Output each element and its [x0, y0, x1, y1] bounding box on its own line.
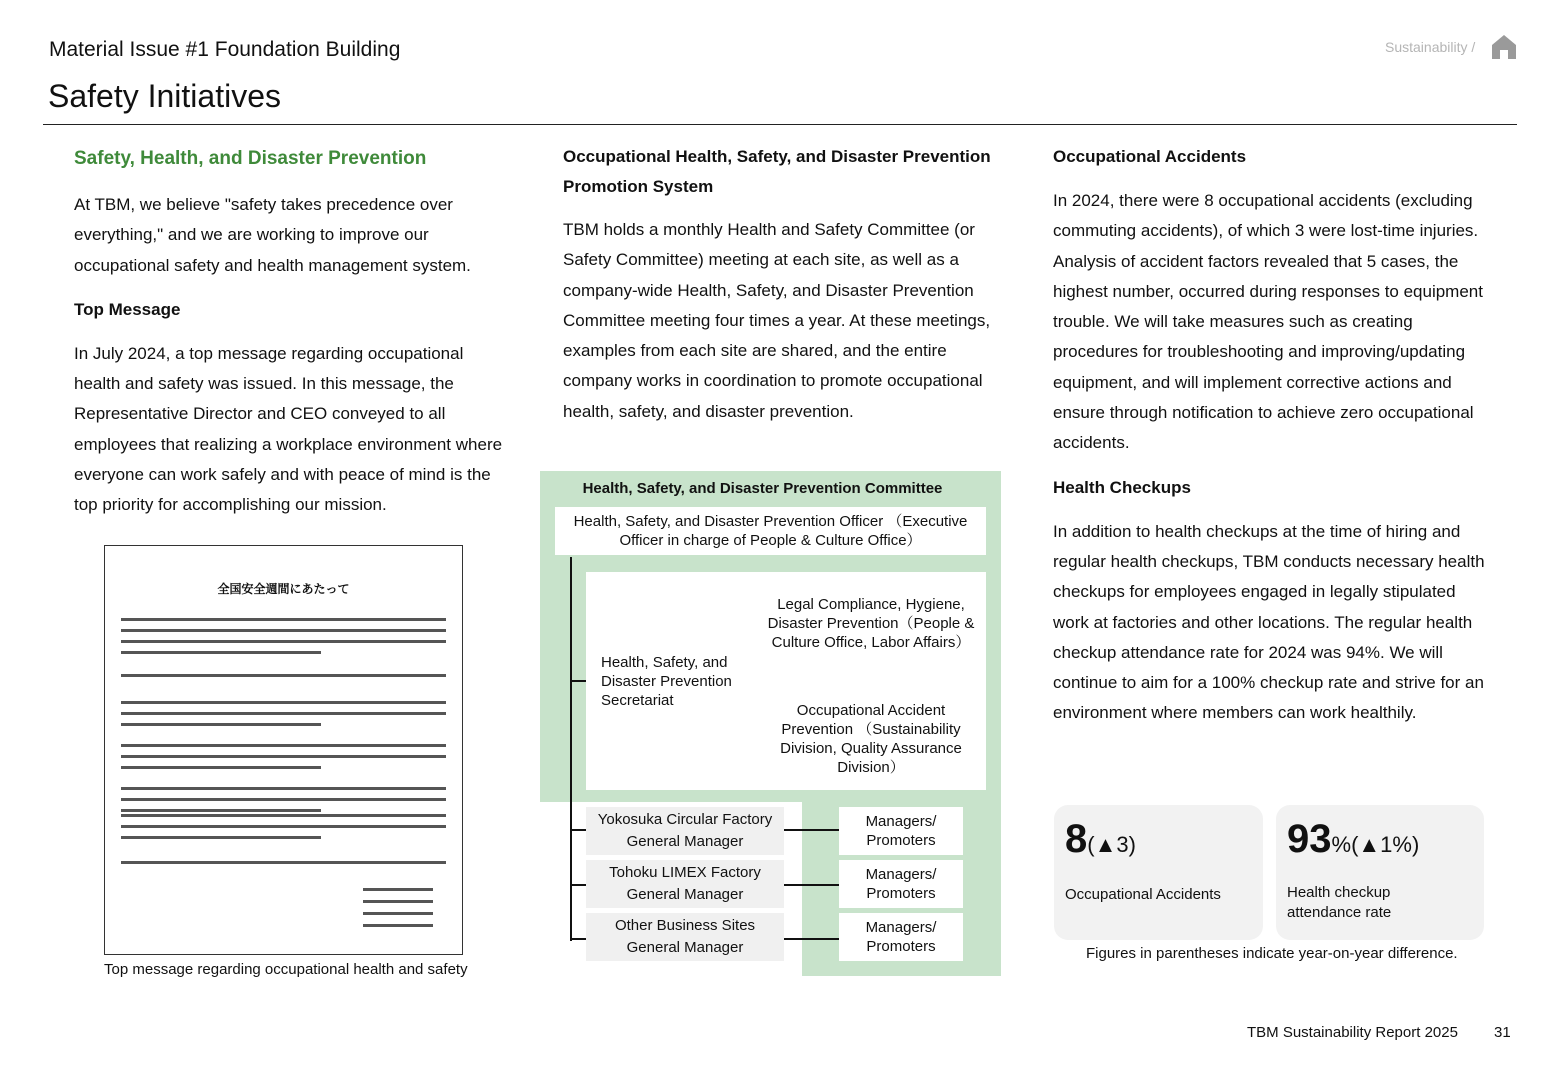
site-name: Yokosuka Circular Factory: [597, 811, 773, 828]
page-number: 31: [1494, 1024, 1511, 1041]
letter-title: 全国安全週間にあたって: [217, 582, 350, 596]
connector-promoter-3: [784, 938, 839, 940]
subheading-occupational-accidents: Occupational Accidents: [1053, 147, 1247, 166]
connector-secretariat: [570, 680, 586, 682]
site-role: General Manager: [626, 939, 744, 956]
top-message-letter-image: [104, 545, 463, 955]
site-role: General Manager: [626, 886, 744, 903]
promoter-box-tohoku: Managers/ Promoters: [839, 860, 963, 908]
letter-text-line: [121, 629, 446, 632]
subheading-health-checkups: Health Checkups: [1053, 477, 1191, 497]
top-message-paragraph: In July 2024, a top message regarding occupational health and safety was issued. In this message, the Representative Director and CEO conveyed to all employees that realizing a workplace environment where everyone can work safely and with peace of mind is the top priority for accomplishing our mission.: [74, 343, 503, 515]
stat-label: Health checkup attendance rate: [1287, 884, 1392, 921]
letter-text-line: [121, 651, 321, 654]
officer-box: Health, Safety, and Disaster Prevention Officer （Executive Officer in charge of People & Culture Office）: [555, 507, 986, 555]
site-name: Other Business Sites: [614, 917, 756, 934]
report-title: TBM Sustainability Report 2025: [1247, 1024, 1458, 1041]
breadcrumb[interactable]: Sustainability /: [1385, 39, 1476, 55]
letter-text-line: [121, 861, 446, 864]
accident-prevention-box: Occupational Accident Prevention （Sustainability Division, Quality Assurance Division）: [766, 699, 976, 779]
section-heading: Occupational Health, Safety, and Disaster Prevention Promotion System: [563, 147, 991, 196]
stat-card-accidents: [1054, 805, 1263, 940]
letter-text-line: [121, 618, 446, 621]
letter-signature-line: [363, 912, 433, 915]
left-column: [74, 144, 504, 521]
letter-text-line: [121, 787, 446, 790]
promotion-system-paragraph: TBM holds a monthly Health and Safety Committee (or Safety Committee) meeting at each site, as well as a company-wide Health, Safety, and Disaster Prevention Committee meeting four times a year. At these meetings, examples from each site are shared, and the entire company works in coordination to promote occupational health, safety, and disaster prevention.: [563, 220, 991, 421]
subheading-top-message: Top Message: [74, 299, 181, 319]
right-column: [1053, 142, 1493, 729]
stat-card-checkup-rate: [1276, 805, 1484, 940]
health-checkups-paragraph: In addition to health checkups at the time of hiring and regular health checkups, TBM conducts necessary health checkups for employees engaged in legally stipulated work at factories and other locations. The regular health checkup attendance rate for 2024 was 94%. We will continue to aim for a 100% checkup rate and strive for an environment where members can work healthily.: [1053, 521, 1485, 723]
stat-label: Occupational Accidents: [1065, 886, 1221, 903]
site-box-other: [586, 913, 784, 961]
connector-promoter-2: [784, 884, 839, 886]
letter-text-line: [121, 640, 446, 643]
site-box-yokosuka: [586, 807, 784, 855]
site-box-tohoku: [586, 860, 784, 908]
section-heading: Safety, Health, and Disaster Prevention: [74, 148, 427, 169]
page-title: Safety Initiatives: [48, 78, 281, 114]
home-icon[interactable]: [1490, 34, 1518, 60]
section-eyebrow: Material Issue #1 Foundation Building: [49, 38, 401, 61]
stat-footnote: Figures in parentheses indicate year-on-year difference.: [1086, 945, 1458, 962]
letter-text-line: [121, 798, 446, 801]
letter-caption: Top message regarding occupational health and safety: [104, 961, 468, 978]
stat-value: 93%(▲1%): [1287, 817, 1420, 861]
letter-text-line: [121, 723, 321, 726]
letter-text-line: [121, 674, 446, 677]
legal-compliance-box: Legal Compliance, Hygiene, Disaster Prevention（People & Culture Office, Labor Affairs）: [766, 583, 976, 663]
letter-text-line: [121, 809, 321, 812]
promoter-box-yokosuka: Managers/ Promoters: [839, 807, 963, 855]
occupational-accidents-paragraph: In 2024, there were 8 occupational accidents (excluding commuting accidents), of which 3 were lost-time injuries. Analysis of accident factors revealed that 5 cases, the highest number, occurred during responses to equipment trouble. We will take measures such as creating procedures for troubleshooting and improving/updating equipment, and will implement corrective actions and ensure through notification to achieve zero occupational accidents.: [1053, 191, 1483, 453]
promoter-box-other: Managers/ Promoters: [839, 913, 963, 961]
middle-column: [563, 142, 995, 427]
letter-text-line: [121, 814, 446, 817]
connector-site-2: [570, 884, 586, 886]
letter-signature-line: [363, 924, 433, 927]
committee-title: Health, Safety, and Disaster Prevention Committee: [582, 480, 943, 497]
letter-text-line: [121, 766, 321, 769]
connector-promoter-1: [784, 829, 839, 831]
site-role: General Manager: [626, 833, 744, 850]
letter-signature-line: [363, 888, 433, 891]
connector-site-1: [570, 829, 586, 831]
stat-value: 8(▲3): [1065, 817, 1136, 861]
letter-text-line: [121, 836, 321, 839]
letter-text-line: [121, 755, 446, 758]
header-divider: [43, 124, 1517, 125]
org-chart: [540, 471, 1001, 976]
site-name: Tohoku LIMEX Factory: [609, 864, 761, 881]
letter-text-line: [121, 712, 446, 715]
letter-text-line: [121, 744, 446, 747]
intro-paragraph: At TBM, we believe "safety takes precedence over everything," and we are working to improve our occupational safety and health management system.: [74, 195, 471, 275]
secretariat-label: Health, Safety, and Disaster Prevention Secretariat: [601, 654, 732, 709]
letter-signature-line: [363, 900, 433, 903]
letter-text-line: [121, 825, 446, 828]
connector-site-3: [570, 938, 586, 940]
letter-text-line: [121, 701, 446, 704]
